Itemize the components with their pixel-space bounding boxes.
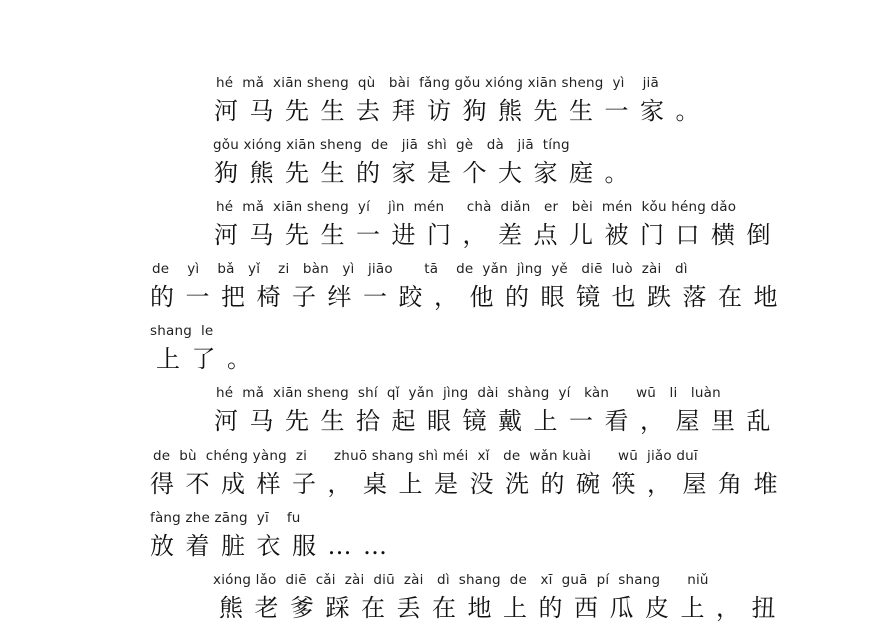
pinyin-line: hé mǎ xiān sheng yí jìn mén chà diǎn er bèi mén kǒu héng dǎo bbox=[216, 199, 737, 215]
pinyin-line: de yì bǎ yǐ zi bàn yì jiāo tā de yǎn jìng yě diē luò zài dì bbox=[152, 261, 688, 277]
pinyin-line: hé mǎ xiān sheng qù bài fǎng gǒu xióng xiān sheng yì jiā bbox=[216, 75, 659, 91]
pinyin-line: xióng lǎo diē cǎi zài diū zài dì shang de xī guā pí shang niǔ bbox=[213, 572, 709, 588]
hanzi-line: 狗熊先生的家是个大家庭。 bbox=[214, 159, 640, 187]
pinyin-line: hé mǎ xiān sheng shí qǐ yǎn jìng dài shàng yí kàn wū li luàn bbox=[216, 385, 721, 401]
hanzi-line: 的一把椅子绊一跤，他的眼镜也跌落在地 bbox=[150, 283, 789, 311]
hanzi-line: 熊老爹踩在丢在地上的西瓜皮上，扭 bbox=[219, 594, 787, 622]
hanzi-line: 河马先生去拜访狗熊先生一家。 bbox=[214, 97, 711, 125]
hanzi-line: 上了。 bbox=[156, 345, 263, 373]
hanzi-line: 得不成样子，桌上是没洗的碗筷，屋角堆 bbox=[150, 470, 789, 498]
hanzi-line: 河马先生一进门，差点儿被门口横倒 bbox=[214, 221, 782, 249]
pinyin-line: gǒu xióng xiān sheng de jiā shì gè dà jiā tíng bbox=[213, 137, 570, 153]
hanzi-line: 放着脏衣服…… bbox=[150, 532, 399, 560]
pinyin-line: fàng zhe zāng yī fu bbox=[150, 510, 301, 526]
pinyin-line: shang le bbox=[150, 323, 214, 339]
pinyin-line: de bù chéng yàng zi zhuō shang shì méi xǐ de wǎn kuài wū jiǎo duī bbox=[153, 448, 698, 464]
hanzi-line: 河马先生拾起眼镜戴上一看，屋里乱 bbox=[214, 407, 782, 435]
